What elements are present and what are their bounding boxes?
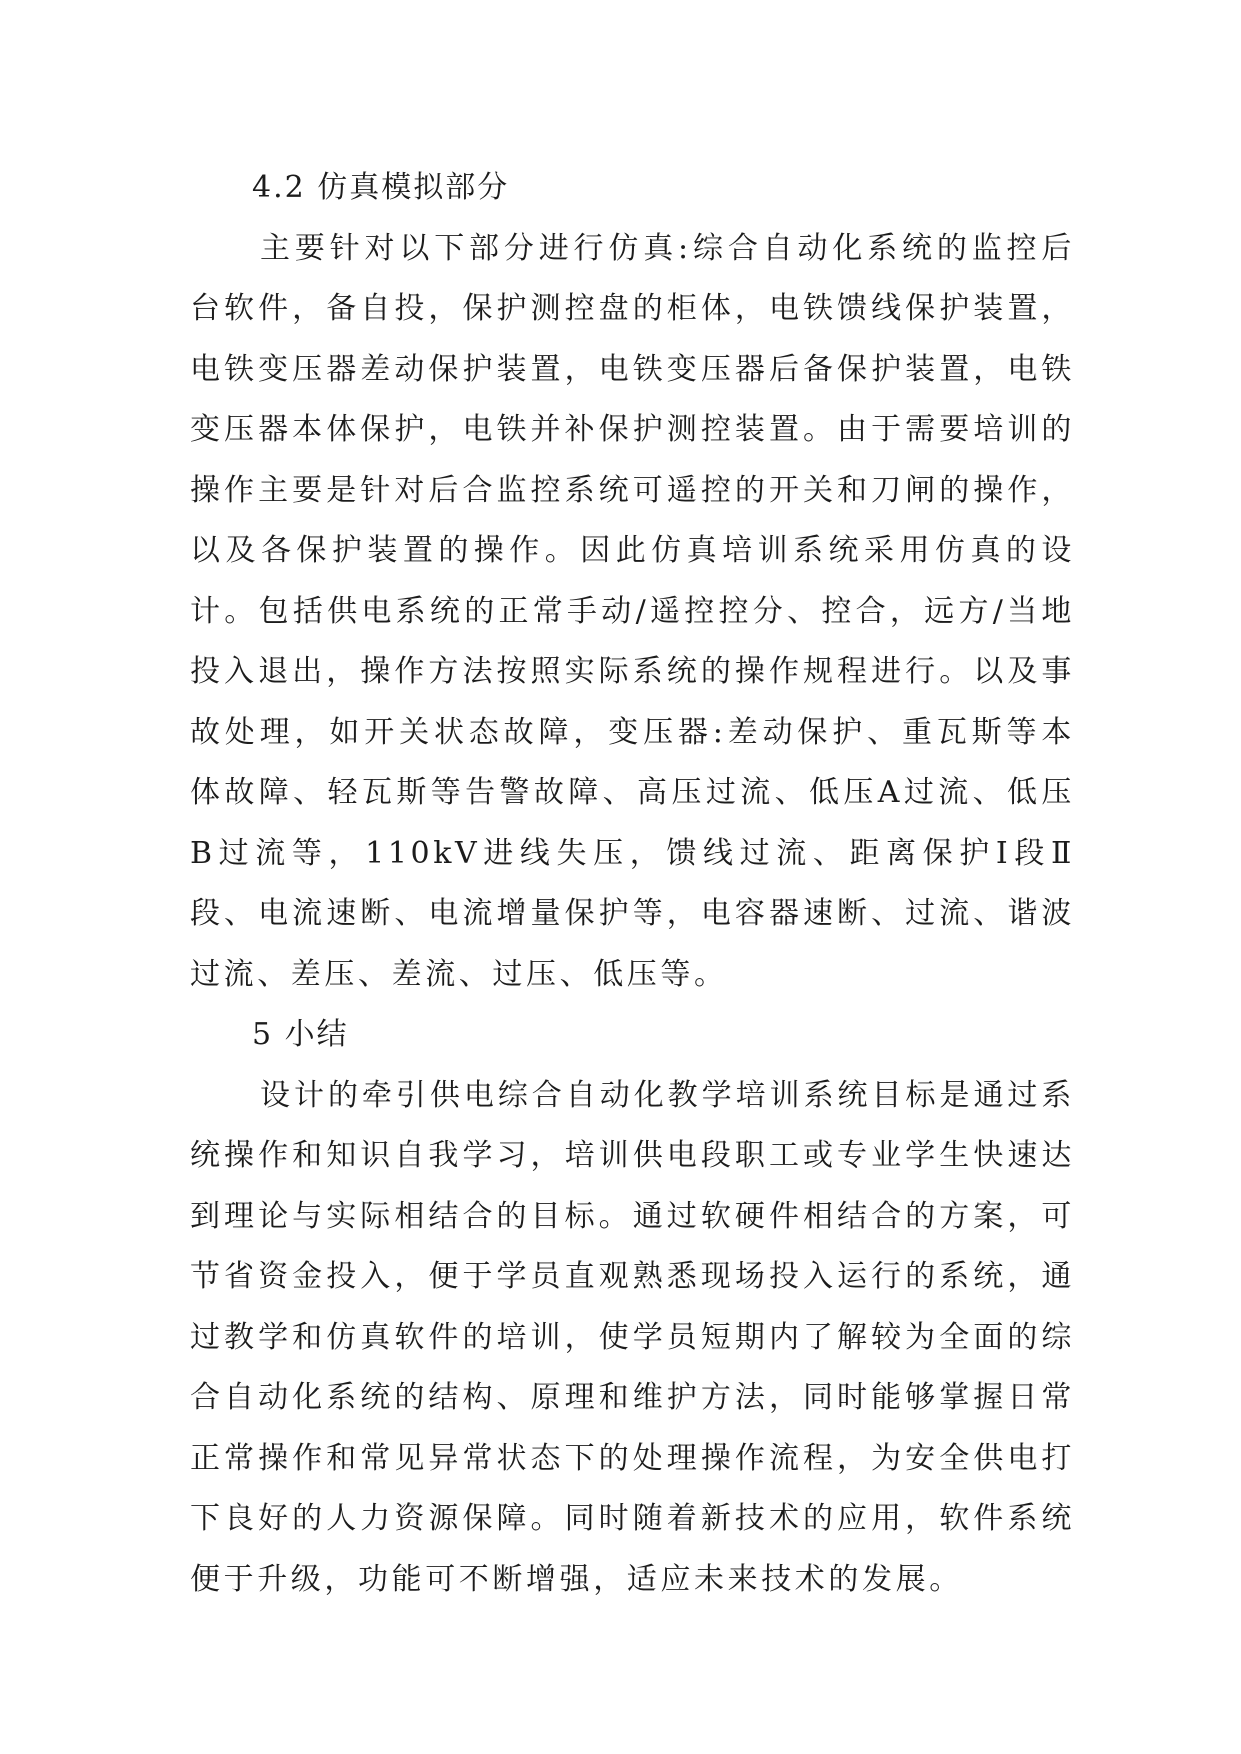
- section-4-2-paragraph: 主要针对以下部分进行仿真:综合自动化系统的监控后台软件，备自投，保护测控盘的柜体，电铁馈线保护装置，电铁变压器差动保护装置，电铁变压器后备保护装置，电铁变压器本体保护，电铁并补保护测控装置。由于需要培训的操作主要是针对后合监控系统可遥控的开关和刀闸的操作，以及各保护装置的操作。因此仿真培训系统采用仿真的设计。包括供电系统的正常手动/遥控控分、控合，远方/当地投入退出，操作方法按照实际系统的操作规程进行。以及事故处理，如开关状态故障，变压器:差动保护、重瓦斯等本体故障、轻瓦斯等告警故障、高压过流、低压A过流、低压B过流等，110kV进线失压，馈线过流、距离保护Ⅰ段Ⅱ段、电流速断、电流增量保护等，电容器速断、过流、谐波过流、差压、差流、过压、低压等。: [190, 230, 1075, 992]
- section-heading-4-2: 4.2 仿真模拟部分: [252, 170, 510, 205]
- section-5-paragraph: 设计的牵引供电综合自动化教学培训系统目标是通过系统操作和知识自我学习，培训供电段职工或专业学生快速达到理论与实际相结合的目标。通过软硬件相结合的方案，可节省资金投入，便于学员直观熟悉现场投入运行的系统，通过教学和仿真软件的培训，使学员短期内了解较为全面的综合自动化系统的结构、原理和维护方法，同时能够掌握日常正常操作和常见异常状态下的处理操作流程，为安全供电打下良好的人力资源保障。同时随着新技术的应用，软件系统便于升级，功能可不断增强，适应未来技术的发展。: [190, 1077, 1075, 1597]
- section-heading-5: 5 小结: [252, 1017, 349, 1052]
- document-body: [190, 158, 1075, 1610]
